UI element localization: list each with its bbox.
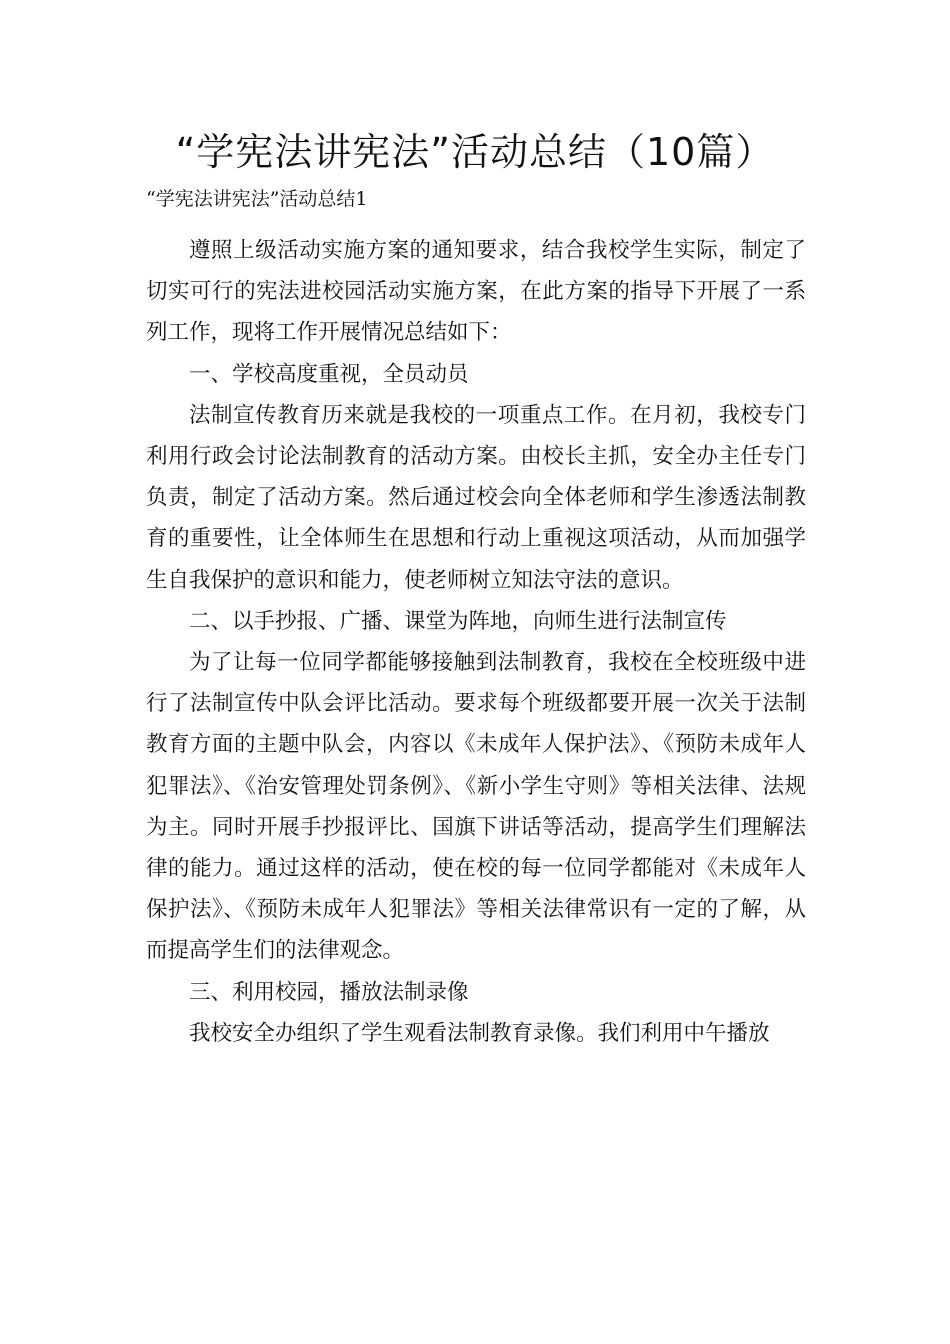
paragraph-section-3: 我校安全办组织了学生观看法制教育录像。我们利用中午播放 (189, 1020, 770, 1046)
section-heading-2: 二、以手抄报、广播、课堂为阵地，向师生进行法制宣传 (189, 608, 727, 634)
section-heading-1: 一、学校高度重视，全员动员 (189, 361, 469, 387)
paragraph-intro: 遵照上级活动实施方案的通知要求，结合我校学生实际，制定了切实可行的宪法进校园活动实施方案，在此方案的指导下开展了一系列工作，现将工作开展情况总结如下： (146, 238, 806, 346)
section-heading-3: 三、利用校园，播放法制录像 (189, 979, 469, 1005)
paragraph-section-2: 为了让每一位同学都能够接触到法制教育，我校在全校班级中进行了法制宣传中队会评比活动。要求每个班级都要开展一次关于法制教育方面的主题中队会，内容以《未成年人保护法》、《预防未成年人犯罪法》、《治安管理处罚条例》、《新小学生守则》等相关法律、法规为主。同时开展手抄报评比、国旗下讲话等活动，提高学生们理解法律的能力。通过这样的活动，使在校的每一位同学都能对《未成年人保护法》、《预防未成年人犯罪法》等相关法律常识有一定的了解，从而提高学生们的法律观念。 (146, 650, 806, 964)
document-title: “学宪法讲宪法”活动总结（10篇） (175, 130, 775, 174)
paragraph-section-1: 法制宣传教育历来就是我校的一项重点工作。在月初，我校专门利用行政会讨论法制教育的活动方案。由校长主抓，安全办主任专门负责，制定了活动方案。然后通过校会向全体老师和学生渗透法制教育的重要性，让全体师生在思想和行动上重视这项活动，从而加强学生自我保护的意识和能力，使老师树立知法守法的意识。 (146, 402, 806, 593)
document-subtitle: “学宪法讲宪法”活动总结1 (146, 188, 368, 210)
document-body (146, 230, 806, 1054)
